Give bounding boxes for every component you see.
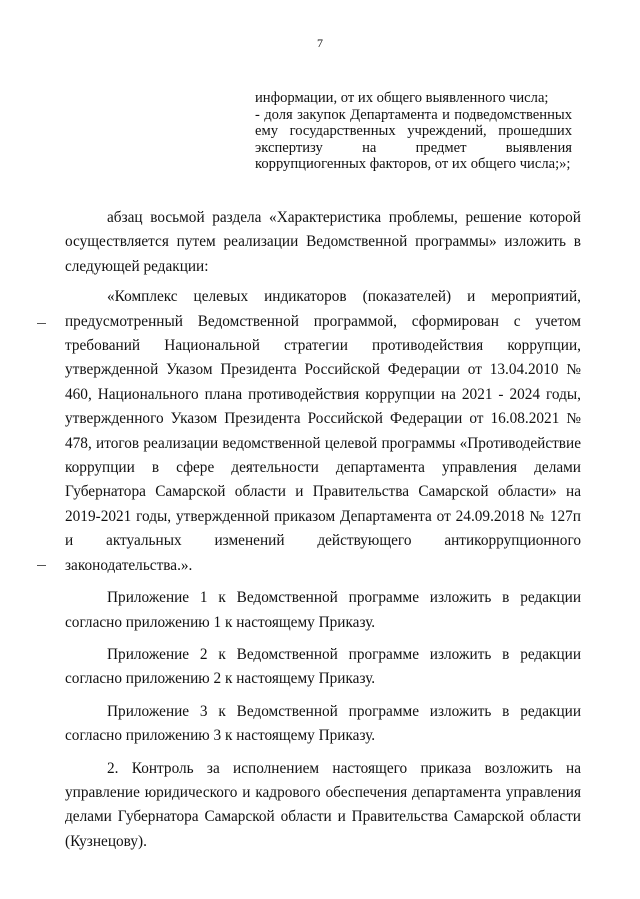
quoted-amendment-block [255, 90, 572, 173]
paragraph-control: 2. Контроль за исполнением настоящего приказа возложить на управление юридического и кадрового обеспечения департамента управления делами Губернатора Самарской области и Правительства Самарской области (Кузнецову). [65, 759, 581, 850]
document-body [65, 206, 581, 862]
quote-list-item: - доля закупок Департамента и подведомственных ему государственных учреждений, прошедших экспертизу на предмет выявления коррупциогенных факторов, от их общего числа;»; [255, 106, 572, 173]
paragraph-appendix-1: Приложение 1 к Ведомственной программе изложить в редакции согласно приложению 1 к настоящему Приказу. [65, 589, 581, 631]
margin-mark-bottom [37, 565, 46, 566]
paragraph-amendment-intro: абзац восьмой раздела «Характеристика проблемы, решение которой осуществляется путем реализации Ведомственной программы» изложить в следующей редакции: [65, 209, 581, 275]
margin-mark-top [37, 323, 46, 324]
paragraph-amendment-text: «Комплекс целевых индикаторов (показателей) и мероприятий, предусмотренный Ведомственной программой, сформирован с учетом требований Национальной стратегии противодействия коррупции, утвержденной Указом Президента Российской Федерации от 13.04.2010 № 460, Национального плана противодействия коррупции на 2021 - 2024 годы, утвержденного Указом Президента Российской Федерации от 16.08.2021 № 478, итогов реализации ведомственной целевой программы «Противодействие коррупции в сфере деятельности департамента управления делами Губернатора Самарской области и Правительства Самарской области» на 2019-2021 годы, утвержденной приказом Департамента от 24.09.2018 № 127п и актуальных изменений действующего антикоррупционного законодательства.». [65, 288, 581, 574]
paragraph-appendix-3: Приложение 3 к Ведомственной программе изложить в редакции согласно приложению 3 к настоящему Приказу. [65, 702, 581, 745]
quote-line: информации, от их общего выявленного числа; [255, 90, 549, 106]
paragraph-appendix-2: Приложение 2 к Ведомственной программе изложить в редакции согласно приложению 2 к настоящему Приказу. [65, 645, 581, 688]
page-number: 7 [317, 36, 323, 50]
